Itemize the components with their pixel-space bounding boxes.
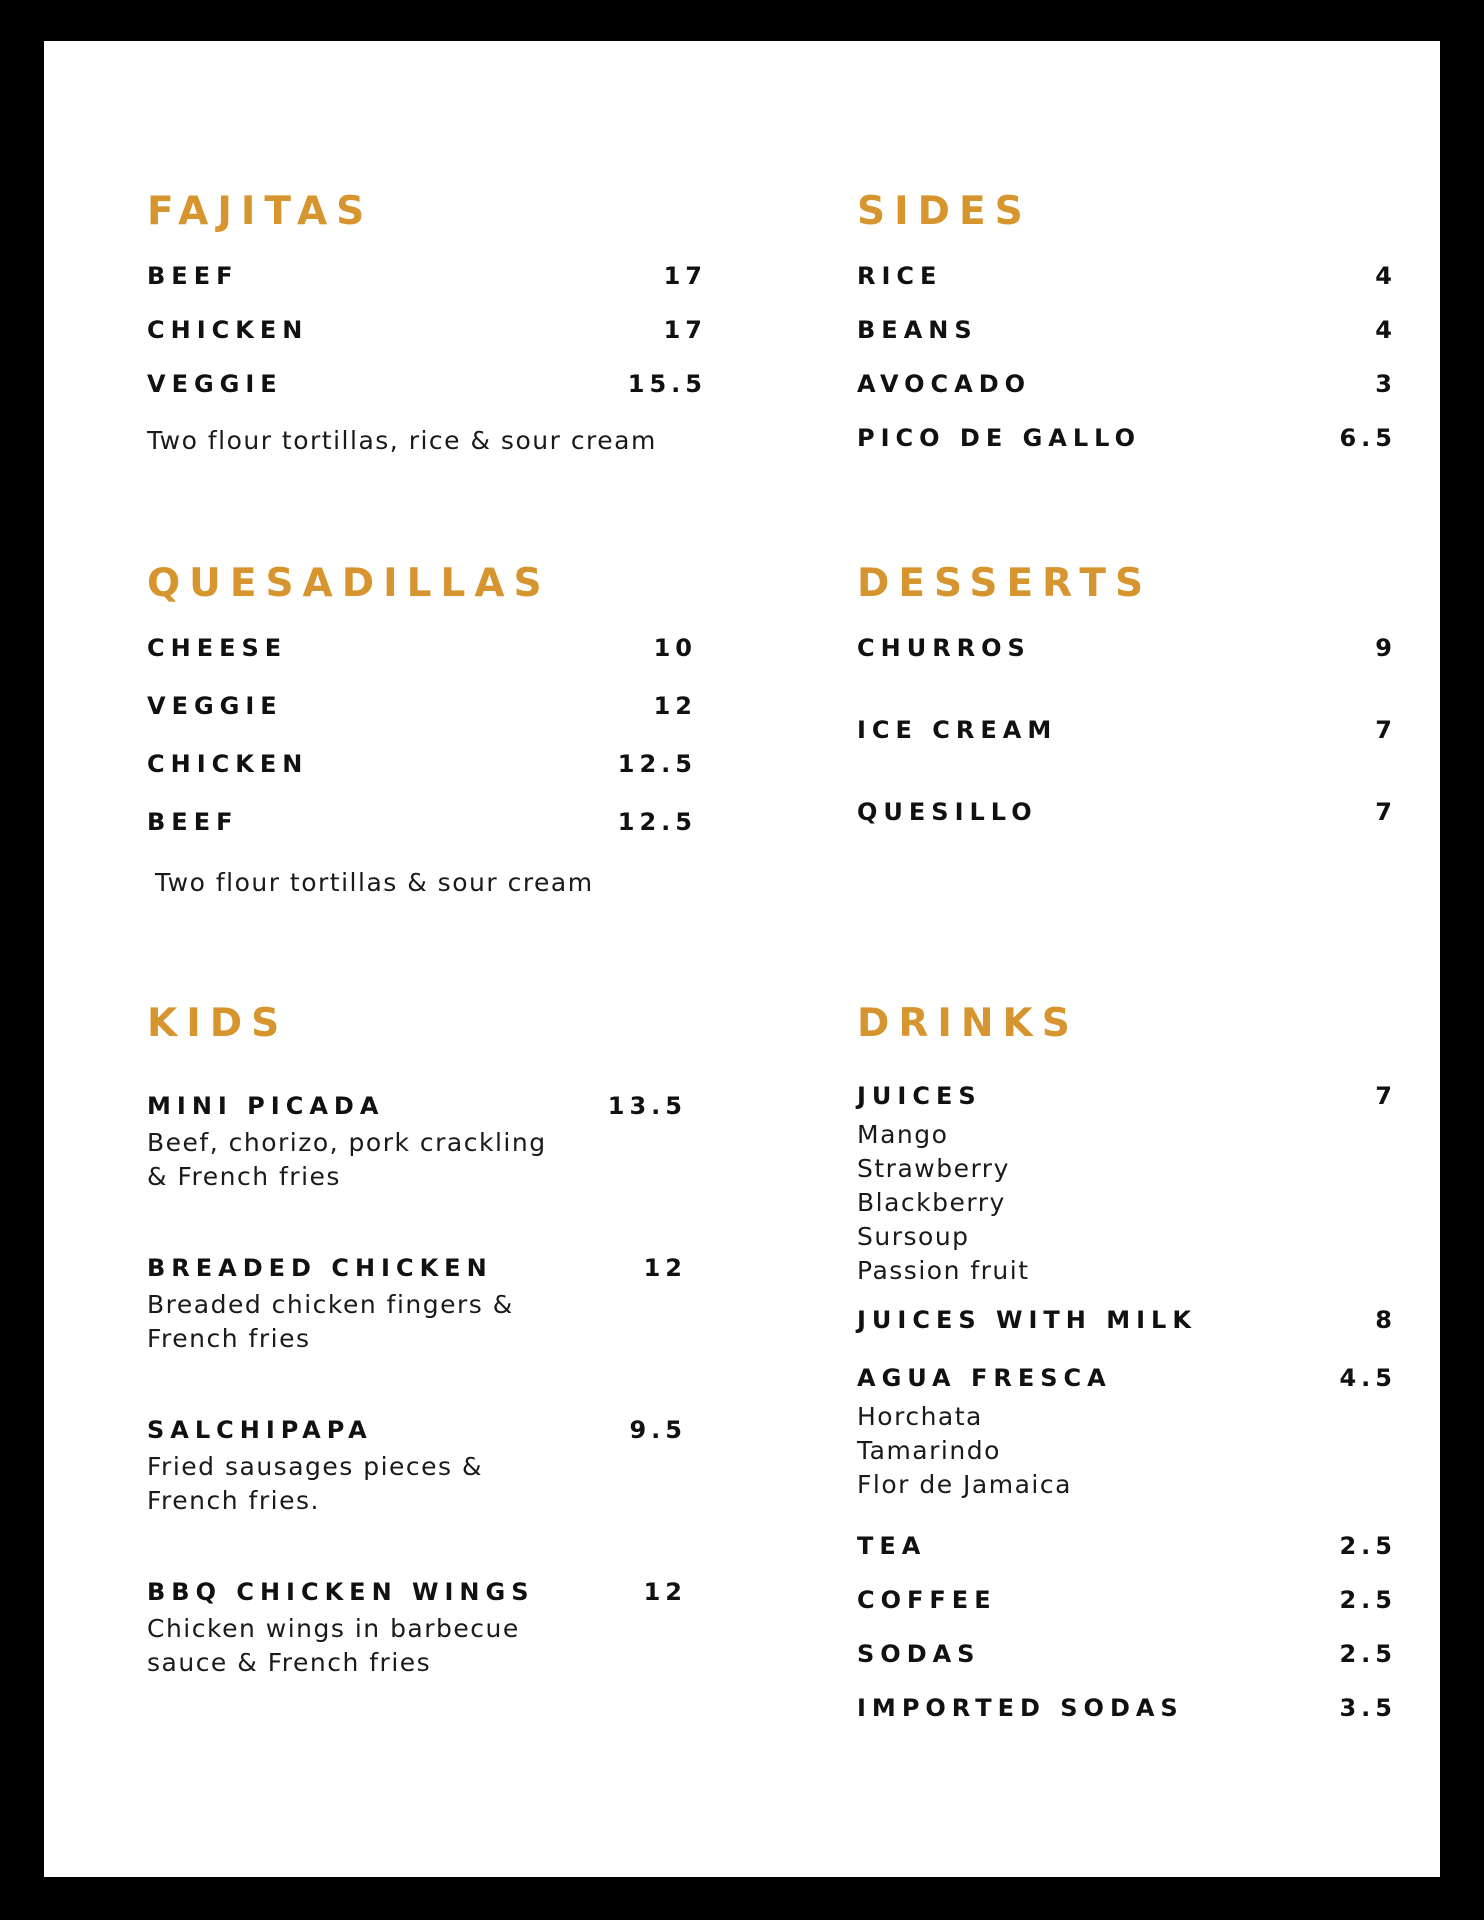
item-name: ICE CREAM bbox=[857, 716, 1058, 744]
fajitas-section bbox=[147, 189, 707, 561]
item-name: TEA bbox=[857, 1532, 927, 1560]
item-name: COFFEE bbox=[857, 1586, 997, 1614]
flavor-item: Strawberry bbox=[857, 1154, 1010, 1183]
quesadillas-title: QUESADILLAS bbox=[147, 561, 551, 606]
menu-item bbox=[147, 1254, 687, 1356]
menu-item bbox=[857, 1640, 1397, 1668]
item-price: 9 bbox=[1375, 634, 1397, 662]
menu-item bbox=[147, 634, 697, 662]
item-name: SALCHIPAPA bbox=[147, 1416, 373, 1444]
item-price: 17 bbox=[663, 262, 707, 290]
item-name: SODAS bbox=[857, 1640, 981, 1668]
quesadillas-section bbox=[147, 561, 707, 1001]
item-name: AVOCADO bbox=[857, 370, 1032, 398]
drinks-section bbox=[857, 1001, 1397, 1748]
menu-item bbox=[857, 1586, 1397, 1614]
item-row bbox=[147, 1578, 687, 1606]
kids-list bbox=[147, 1074, 707, 1680]
desserts-title: DESSERTS bbox=[857, 561, 1153, 606]
item-price: 12.5 bbox=[617, 750, 697, 778]
flavor-item: Passion fruit bbox=[857, 1256, 1030, 1285]
item-price: 3 bbox=[1375, 370, 1397, 398]
item-row bbox=[147, 1092, 687, 1120]
item-name: BBQ CHICKEN WINGS bbox=[147, 1578, 535, 1606]
item-row bbox=[147, 1416, 687, 1444]
item-name: RICE bbox=[857, 262, 943, 290]
item-price: 4 bbox=[1375, 316, 1397, 344]
item-description: Breaded chicken fingers & French fries bbox=[147, 1290, 514, 1353]
flavor-item: Blackberry bbox=[857, 1188, 1006, 1217]
item-price: 7 bbox=[1375, 1082, 1397, 1110]
item-row bbox=[857, 1082, 1397, 1110]
fajitas-title: FAJITAS bbox=[147, 189, 374, 234]
item-price: 3.5 bbox=[1339, 1694, 1397, 1722]
item-price: 12 bbox=[643, 1254, 687, 1282]
item-price: 12.5 bbox=[617, 808, 697, 836]
flavor-item: Horchata bbox=[857, 1402, 983, 1431]
menu-item bbox=[147, 1416, 687, 1518]
kids-title: KIDS bbox=[147, 1001, 289, 1046]
item-row bbox=[857, 1306, 1397, 1334]
item-price: 12 bbox=[643, 1578, 687, 1606]
flavor-item: Sursoup bbox=[857, 1222, 970, 1251]
sides-section bbox=[857, 189, 1397, 561]
menu-item bbox=[857, 424, 1397, 452]
item-price: 6.5 bbox=[1339, 424, 1397, 452]
drinks-list bbox=[857, 1074, 1397, 1722]
flavor-list bbox=[857, 1118, 1397, 1288]
flavor-item: Flor de Jamaica bbox=[857, 1470, 1072, 1499]
item-price: 12 bbox=[653, 692, 697, 720]
desserts-section bbox=[857, 561, 1397, 1001]
item-name: IMPORTED SODAS bbox=[857, 1694, 1184, 1722]
sides-title: SIDES bbox=[857, 189, 1032, 234]
item-price: 4 bbox=[1375, 262, 1397, 290]
menu-item bbox=[147, 316, 707, 344]
menu-item bbox=[147, 262, 707, 290]
item-name: CHEESE bbox=[147, 634, 288, 662]
item-price: 2.5 bbox=[1339, 1640, 1397, 1668]
flavor-item: Mango bbox=[857, 1120, 949, 1149]
item-name: VEGGIE bbox=[147, 692, 283, 720]
menu-item bbox=[857, 634, 1397, 662]
item-name: PICO DE GALLO bbox=[857, 424, 1141, 452]
item-name: AGUA FRESCA bbox=[857, 1364, 1112, 1392]
menu-item bbox=[857, 716, 1397, 744]
menu-item bbox=[857, 1364, 1397, 1502]
item-name: QUESILLO bbox=[857, 798, 1038, 826]
item-price: 15.5 bbox=[627, 370, 707, 398]
item-price: 7 bbox=[1375, 798, 1397, 826]
item-price: 9.5 bbox=[629, 1416, 687, 1444]
menu-item bbox=[147, 370, 707, 398]
item-price: 7 bbox=[1375, 716, 1397, 744]
flavor-item: Tamarindo bbox=[857, 1436, 1001, 1465]
item-name: CHICKEN bbox=[147, 750, 309, 778]
item-description: Chicken wings in barbecue sauce & French fries bbox=[147, 1614, 520, 1677]
menu-item bbox=[857, 262, 1397, 290]
kids-section bbox=[147, 1001, 707, 1748]
item-name: JUICES WITH MILK bbox=[857, 1306, 1197, 1334]
item-description: Fried sausages pieces & French fries. bbox=[147, 1452, 484, 1515]
fajitas-note: Two flour tortillas, rice & sour cream bbox=[147, 426, 657, 455]
drinks-title: DRINKS bbox=[857, 1001, 1079, 1046]
item-price: 17 bbox=[663, 316, 707, 344]
item-name: BEEF bbox=[147, 262, 239, 290]
item-name: CHURROS bbox=[857, 634, 1031, 662]
menu-item bbox=[857, 1694, 1397, 1722]
menu-item bbox=[857, 370, 1397, 398]
item-price: 4.5 bbox=[1339, 1364, 1397, 1392]
menu-item bbox=[147, 692, 697, 720]
menu-grid bbox=[147, 189, 1397, 1748]
item-price: 13.5 bbox=[607, 1092, 687, 1120]
quesadillas-note: Two flour tortillas & sour cream bbox=[155, 868, 594, 897]
flavor-list bbox=[857, 1400, 1397, 1502]
item-price: 10 bbox=[653, 634, 697, 662]
menu-item bbox=[857, 1082, 1397, 1288]
menu-item bbox=[147, 808, 697, 836]
simple-drinks bbox=[857, 1532, 1397, 1722]
menu-item bbox=[147, 1578, 687, 1680]
menu-item bbox=[857, 798, 1397, 826]
item-row bbox=[147, 1254, 687, 1282]
menu-item bbox=[147, 1092, 687, 1194]
item-name: JUICES bbox=[857, 1082, 982, 1110]
item-name: CHICKEN bbox=[147, 316, 309, 344]
item-name: BEANS bbox=[857, 316, 978, 344]
item-name: BREADED CHICKEN bbox=[147, 1254, 493, 1282]
item-description: Beef, chorizo, pork crackling & French fries bbox=[147, 1128, 547, 1191]
item-name: MINI PICADA bbox=[147, 1092, 385, 1120]
item-name: VEGGIE bbox=[147, 370, 283, 398]
item-price: 8 bbox=[1375, 1306, 1397, 1334]
menu-item bbox=[857, 1532, 1397, 1560]
item-row bbox=[857, 1364, 1397, 1392]
menu-item bbox=[857, 1306, 1397, 1334]
menu-page bbox=[44, 41, 1440, 1877]
item-price: 2.5 bbox=[1339, 1532, 1397, 1560]
menu-item bbox=[857, 316, 1397, 344]
item-price: 2.5 bbox=[1339, 1586, 1397, 1614]
menu-item bbox=[147, 750, 697, 778]
item-name: BEEF bbox=[147, 808, 239, 836]
